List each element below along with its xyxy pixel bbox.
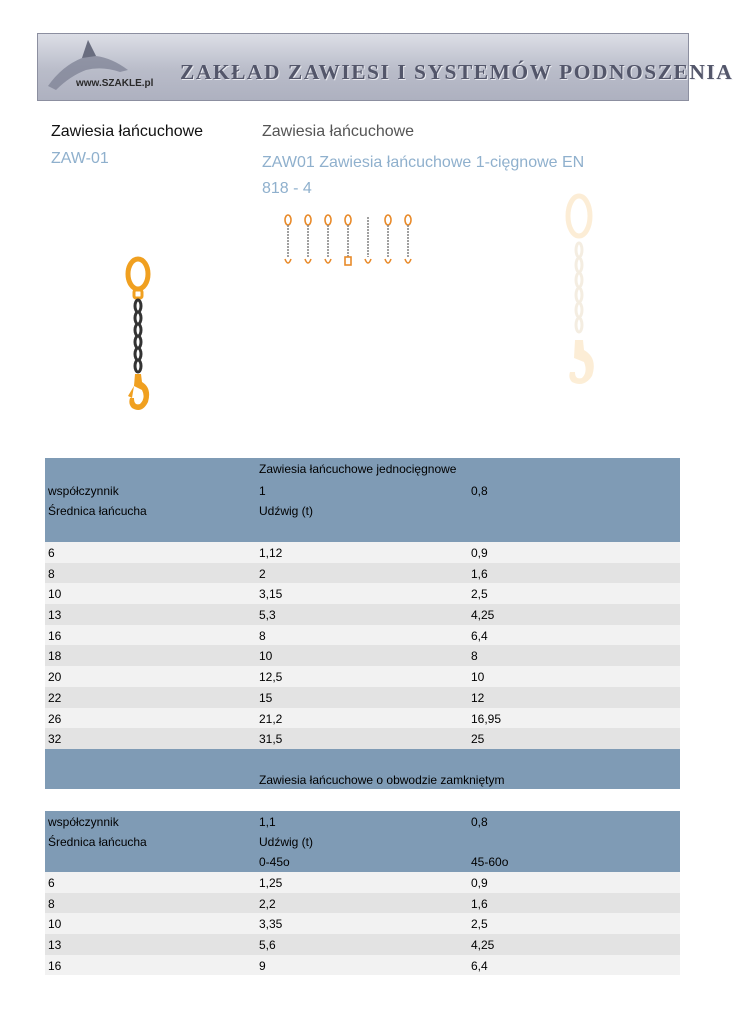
table-cell: 18 (48, 649, 62, 664)
table-cell: 31,5 (259, 732, 283, 747)
table-cell: 5,6 (259, 938, 276, 953)
table-row (45, 625, 680, 646)
table1-title: Zawiesia łańcuchowe jednocięgnowe (259, 462, 457, 476)
table-cell: 4,25 (471, 938, 495, 953)
chain-sling-image-icon (118, 256, 158, 416)
table-row (45, 934, 680, 955)
table-row (45, 645, 680, 666)
table-cell: 32 (48, 732, 62, 747)
table-cell: 10 (471, 670, 485, 685)
product-name[interactable]: ZAW01 Zawiesia łańcuchowe 1-cięgnowe EN 818 - 4 (262, 154, 585, 197)
table-cell: 10 (48, 917, 62, 932)
left-category-title: Zawiesia łańcuchowe (51, 123, 204, 140)
table-row (45, 893, 680, 914)
table-cell: 25 (471, 732, 485, 747)
table-row (45, 955, 680, 976)
product-code[interactable]: ZAW-01 (51, 150, 109, 167)
table-cell: 6,4 (471, 628, 488, 643)
table-cell: 16 (48, 958, 62, 973)
sling-variants-thumbnail-icon (279, 213, 421, 269)
header-banner (37, 33, 733, 101)
table-cell: 21,2 (259, 711, 283, 726)
table-cell: 2 (259, 566, 266, 581)
table-cell: 1,25 (259, 876, 283, 890)
table-cell: 1,6 (471, 896, 488, 911)
table-cell: 0,9 (471, 546, 488, 560)
table-row (45, 728, 680, 749)
table-cell: 22 (48, 690, 62, 705)
table2-header (45, 811, 680, 872)
table-cell: 10 (259, 649, 273, 664)
table-cell: 5,3 (259, 608, 276, 623)
table-cell: 2,2 (259, 896, 276, 911)
table-cell: 3,15 (259, 587, 283, 602)
table-cell: 12 (471, 690, 485, 705)
angle-range-1: 0-45o (259, 855, 290, 869)
table-cell: 8 (471, 649, 478, 664)
table-cell: 10 (48, 587, 62, 602)
table-row (45, 687, 680, 708)
table-row (45, 542, 680, 563)
site-name[interactable]: www.SZAKLE.pl (76, 78, 154, 89)
table-row (45, 563, 680, 584)
table-cell: 6,4 (471, 958, 488, 973)
load-label: Udźwig (t) (259, 835, 314, 849)
table-cell: 3,35 (259, 917, 283, 932)
angle-range-2: 45-60o (471, 855, 509, 869)
table-cell: 12,5 (259, 670, 283, 685)
table-cell: 0,9 (471, 876, 488, 890)
table-cell: 8 (48, 896, 55, 911)
factor-value-1: 1 (259, 484, 266, 498)
table-cell: 6 (48, 546, 55, 560)
table-cell: 16 (48, 628, 62, 643)
table2-title-band (45, 749, 680, 789)
right-category-title: Zawiesia łańcuchowe (262, 123, 415, 140)
table-cell: 2,5 (471, 587, 488, 602)
factor-value-2: 0,8 (471, 815, 488, 829)
load-label: Udźwig (t) (259, 504, 314, 518)
table-cell: 20 (48, 670, 62, 685)
banner-title: ZAKŁAD ZAWIESI I SYSTEMÓW PODNOSZENIA (180, 60, 733, 84)
table-row (45, 708, 680, 729)
table2-title: Zawiesia łańcuchowe o obwodzie zamkniętym (259, 773, 505, 787)
table-cell: 1,6 (471, 566, 488, 581)
table-cell: 4,25 (471, 608, 495, 623)
table-cell: 9 (259, 958, 266, 973)
table-row (45, 913, 680, 934)
diameter-label: Średnica łańcucha (48, 504, 147, 518)
table-row (45, 666, 680, 687)
table-cell: 26 (48, 711, 62, 726)
table-cell: 13 (48, 608, 62, 623)
diameter-label: Średnica łańcucha (48, 835, 147, 849)
table1-header (45, 458, 680, 542)
table-row (45, 872, 680, 893)
factor-label: współczynnik (48, 815, 119, 829)
table-cell: 2,5 (471, 917, 488, 932)
table-cell: 16,95 (471, 711, 502, 726)
table-cell: 8 (48, 566, 55, 581)
factor-label: współczynnik (48, 484, 119, 498)
table-row (45, 604, 680, 625)
factor-value-2: 0,8 (471, 484, 488, 498)
table1-body (45, 542, 680, 749)
table-cell: 6 (48, 876, 55, 890)
table2-body (45, 872, 680, 975)
table-cell: 1,12 (259, 546, 283, 560)
table-cell: 8 (259, 628, 266, 643)
table-cell: 13 (48, 938, 62, 953)
table-cell: 15 (259, 690, 273, 705)
factor-value-1: 1,1 (259, 815, 276, 829)
chain-sling-watermark-icon (556, 190, 602, 390)
table-row (45, 583, 680, 604)
